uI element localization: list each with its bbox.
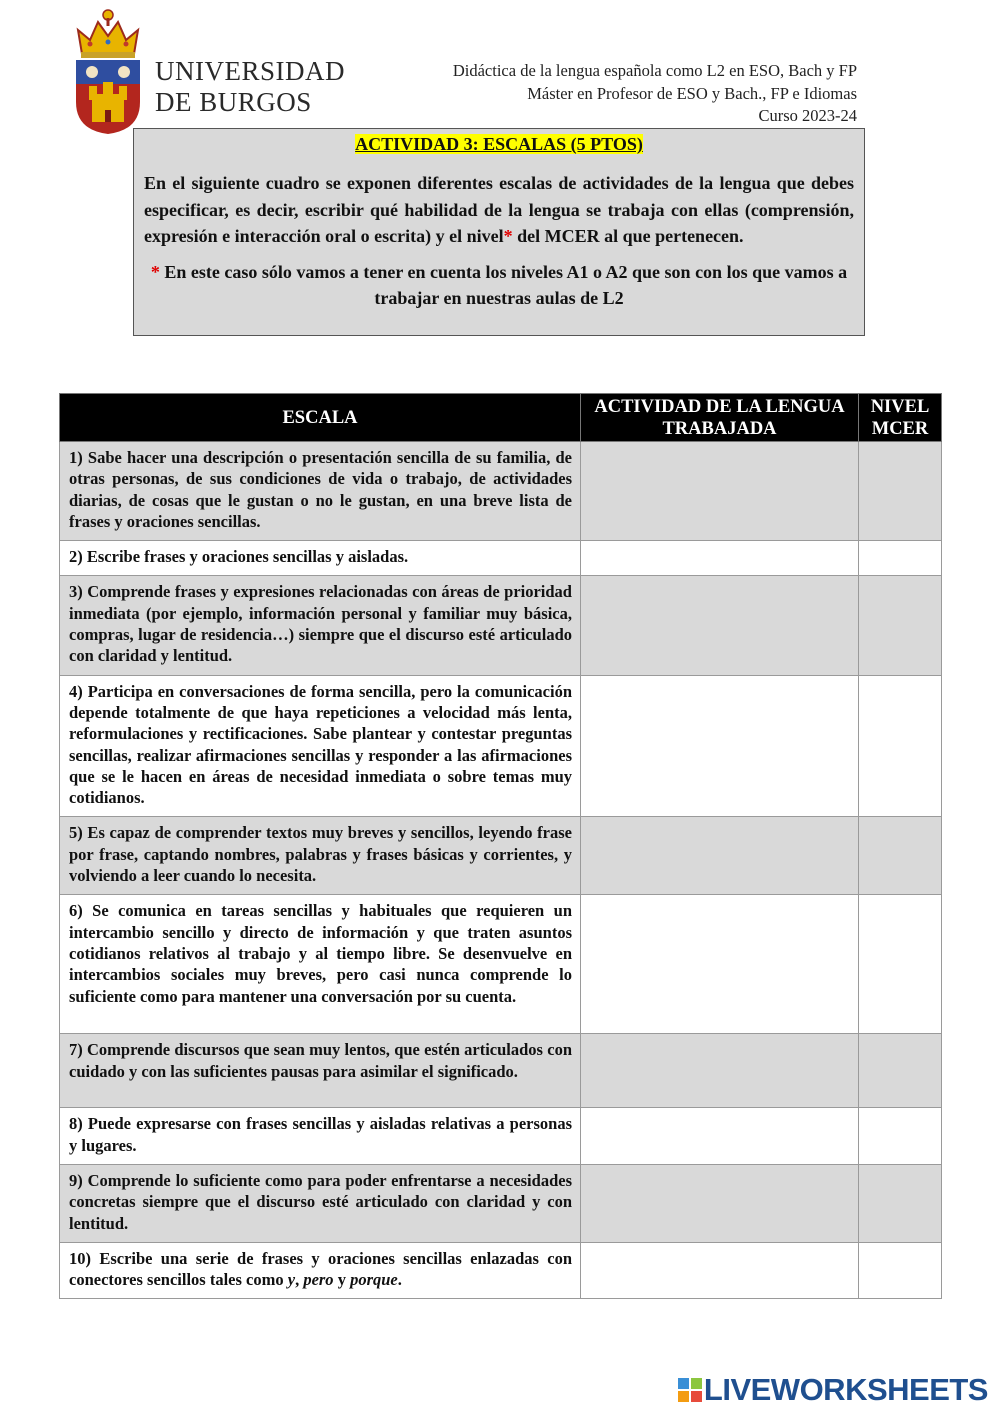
table-row [60,1164,942,1242]
table-row [60,1242,942,1299]
instructions-part1: En el siguiente cuadro se exponen diferentes escalas de actividades de la lengua que debes especificar, es decir, escribir qué habilidad de la lengua se trabaja con ellas (comprensión, expresión e interacción oral o escrita) y el nivel [144,173,854,246]
header-activity: ACTIVIDAD DE LA LENGUA TRABAJADA [581,394,859,442]
level-answer-cell[interactable] [859,1164,942,1242]
scale-description: 8) Puede expresarse con frases sencillas y aisladas relativas a personas y lugares. [60,1108,581,1165]
table-row [60,576,942,675]
activity-answer-cell[interactable] [581,675,859,817]
header-scale: ESCALA [60,394,581,442]
level-answer-cell[interactable] [859,895,942,1034]
row10-end: . [397,1270,402,1290]
table-row [60,1108,942,1165]
asterisk-mark: * [503,226,513,246]
liveworksheets-logo-icon [678,1378,702,1402]
level-answer-cell[interactable] [859,817,942,895]
program-title: Máster en Profesor de ESO y Bach., FP e Idiomas [527,83,857,103]
university-crest-icon [68,6,148,136]
table-row [60,817,942,895]
table-row [60,442,942,541]
level-answer-cell[interactable] [859,1242,942,1299]
row10-word-porque: porque [350,1270,398,1290]
scale-description: 4) Participa en conversaciones de forma sencilla, pero la comunicación depende totalmente de que haya repeticiones a velocidad más lenta, reformulaciones y rectificaciones. Sabe plantear y contestar preguntas sencillas, realizar afirmaciones sencillas y responder a las afirmaciones que se le hacen en áreas de necesidad inmediata o sobre temas muy cotidianos. [60,675,581,817]
note-text: En este caso sólo vamos a tener en cuenta los niveles A1 o A2 que son con los que vamos a trabajar en nuestras aulas de L2 [159,261,848,308]
level-answer-cell[interactable] [859,442,942,541]
university-name-line2: DE BURGOS [155,87,312,117]
brand-text: LIVEWORKSHEETS [703,1372,988,1407]
note-asterisk: * [150,261,160,282]
activity-answer-cell[interactable] [581,895,859,1034]
activity-answer-cell[interactable] [581,541,859,576]
table-row [60,541,942,576]
university-logo [68,6,368,136]
table-row [60,895,942,1034]
liveworksheets-brand [678,1374,988,1406]
activity-instructions [144,170,854,250]
activity-answer-cell[interactable] [581,576,859,675]
activity-title-text: ACTIVIDAD 3: ESCALAS (5 PTOS) [355,134,643,154]
course-title: Didáctica de la lengua española como L2 en ESO, Bach y FP [452,61,857,80]
scale-description: 2) Escribe frases y oraciones sencillas y aisladas. [60,541,581,576]
header-level: NIVEL MCER [859,394,942,442]
row10-sep1: , [295,1270,304,1290]
level-answer-cell[interactable] [859,1108,942,1165]
level-answer-cell[interactable] [859,576,942,675]
activity-answer-cell[interactable] [581,1034,859,1108]
table-header-row [60,394,942,442]
scale-description: 6) Se comunica en tareas sencillas y habituales que requieren un intercambio sencillo y directo de información y que traten asuntos cotidianos relativos al trabajo y al tiempo libre. Se desenvuelve en intercambios sociales muy breves, pero casi nunca comprende lo suficiente como para mantener una conversación por su cuenta. [60,895,581,1034]
table-row [60,675,942,817]
course-header [453,60,857,128]
activity-note [144,259,854,311]
activity-answer-cell[interactable] [581,1108,859,1165]
university-name [155,56,345,118]
scales-table [59,393,942,1299]
scale-description [60,1242,581,1299]
scale-description: 5) Es capaz de comprender textos muy breves y sencillos, leyendo frase por frase, captando nombres, palabras y frases básicas y corrientes, y volviendo a leer cuando lo necesita. [60,817,581,895]
row10-sep2: y [333,1270,351,1290]
university-name-line1: UNIVERSIDAD [155,56,345,86]
activity-answer-cell[interactable] [581,1164,859,1242]
scale-description: 3) Comprende frases y expresiones relacionadas con áreas de prioridad inmediata (por ejemplo, información personal y familiar muy básica, compras, lugar de residencia…) siempre que el discurso esté articulado con claridad y lentitud. [60,576,581,675]
scale-description: 9) Comprende lo suficiente como para poder enfrentarse a necesidades concretas siempre que el discurso esté articulado con claridad y con lentitud. [60,1164,581,1242]
activity-title [144,133,854,155]
level-answer-cell[interactable] [859,675,942,817]
table-row [60,1034,942,1108]
activity-answer-cell[interactable] [581,817,859,895]
level-answer-cell[interactable] [859,1034,942,1108]
scale-description: 1) Sabe hacer una descripción o presentación sencilla de su familia, de otras personas, de sus condiciones de vida o trabajo, de actividades diarias, de cosas que le gustan o no le gustan, en una breve lista de frases y oraciones sencillas. [60,442,581,541]
row10-word-y: y [287,1270,296,1290]
activity-answer-cell[interactable] [581,442,859,541]
row10-text: 10) Escribe una serie de frases y oraciones sencillas enlazadas con conectores sencillos tales como [69,1248,572,1290]
row10-word-pero: pero [303,1270,334,1290]
level-answer-cell[interactable] [859,541,942,576]
instructions-part2: del MCER al que pertenecen. [512,226,744,246]
activity-instructions-box [133,128,865,336]
course-year: Curso 2023-24 [758,106,857,125]
scale-description: 7) Comprende discursos que sean muy lentos, que estén articulados con cuidado y con las suficientes pausas para asimilar el significado. [60,1034,581,1108]
activity-answer-cell[interactable] [581,1242,859,1299]
